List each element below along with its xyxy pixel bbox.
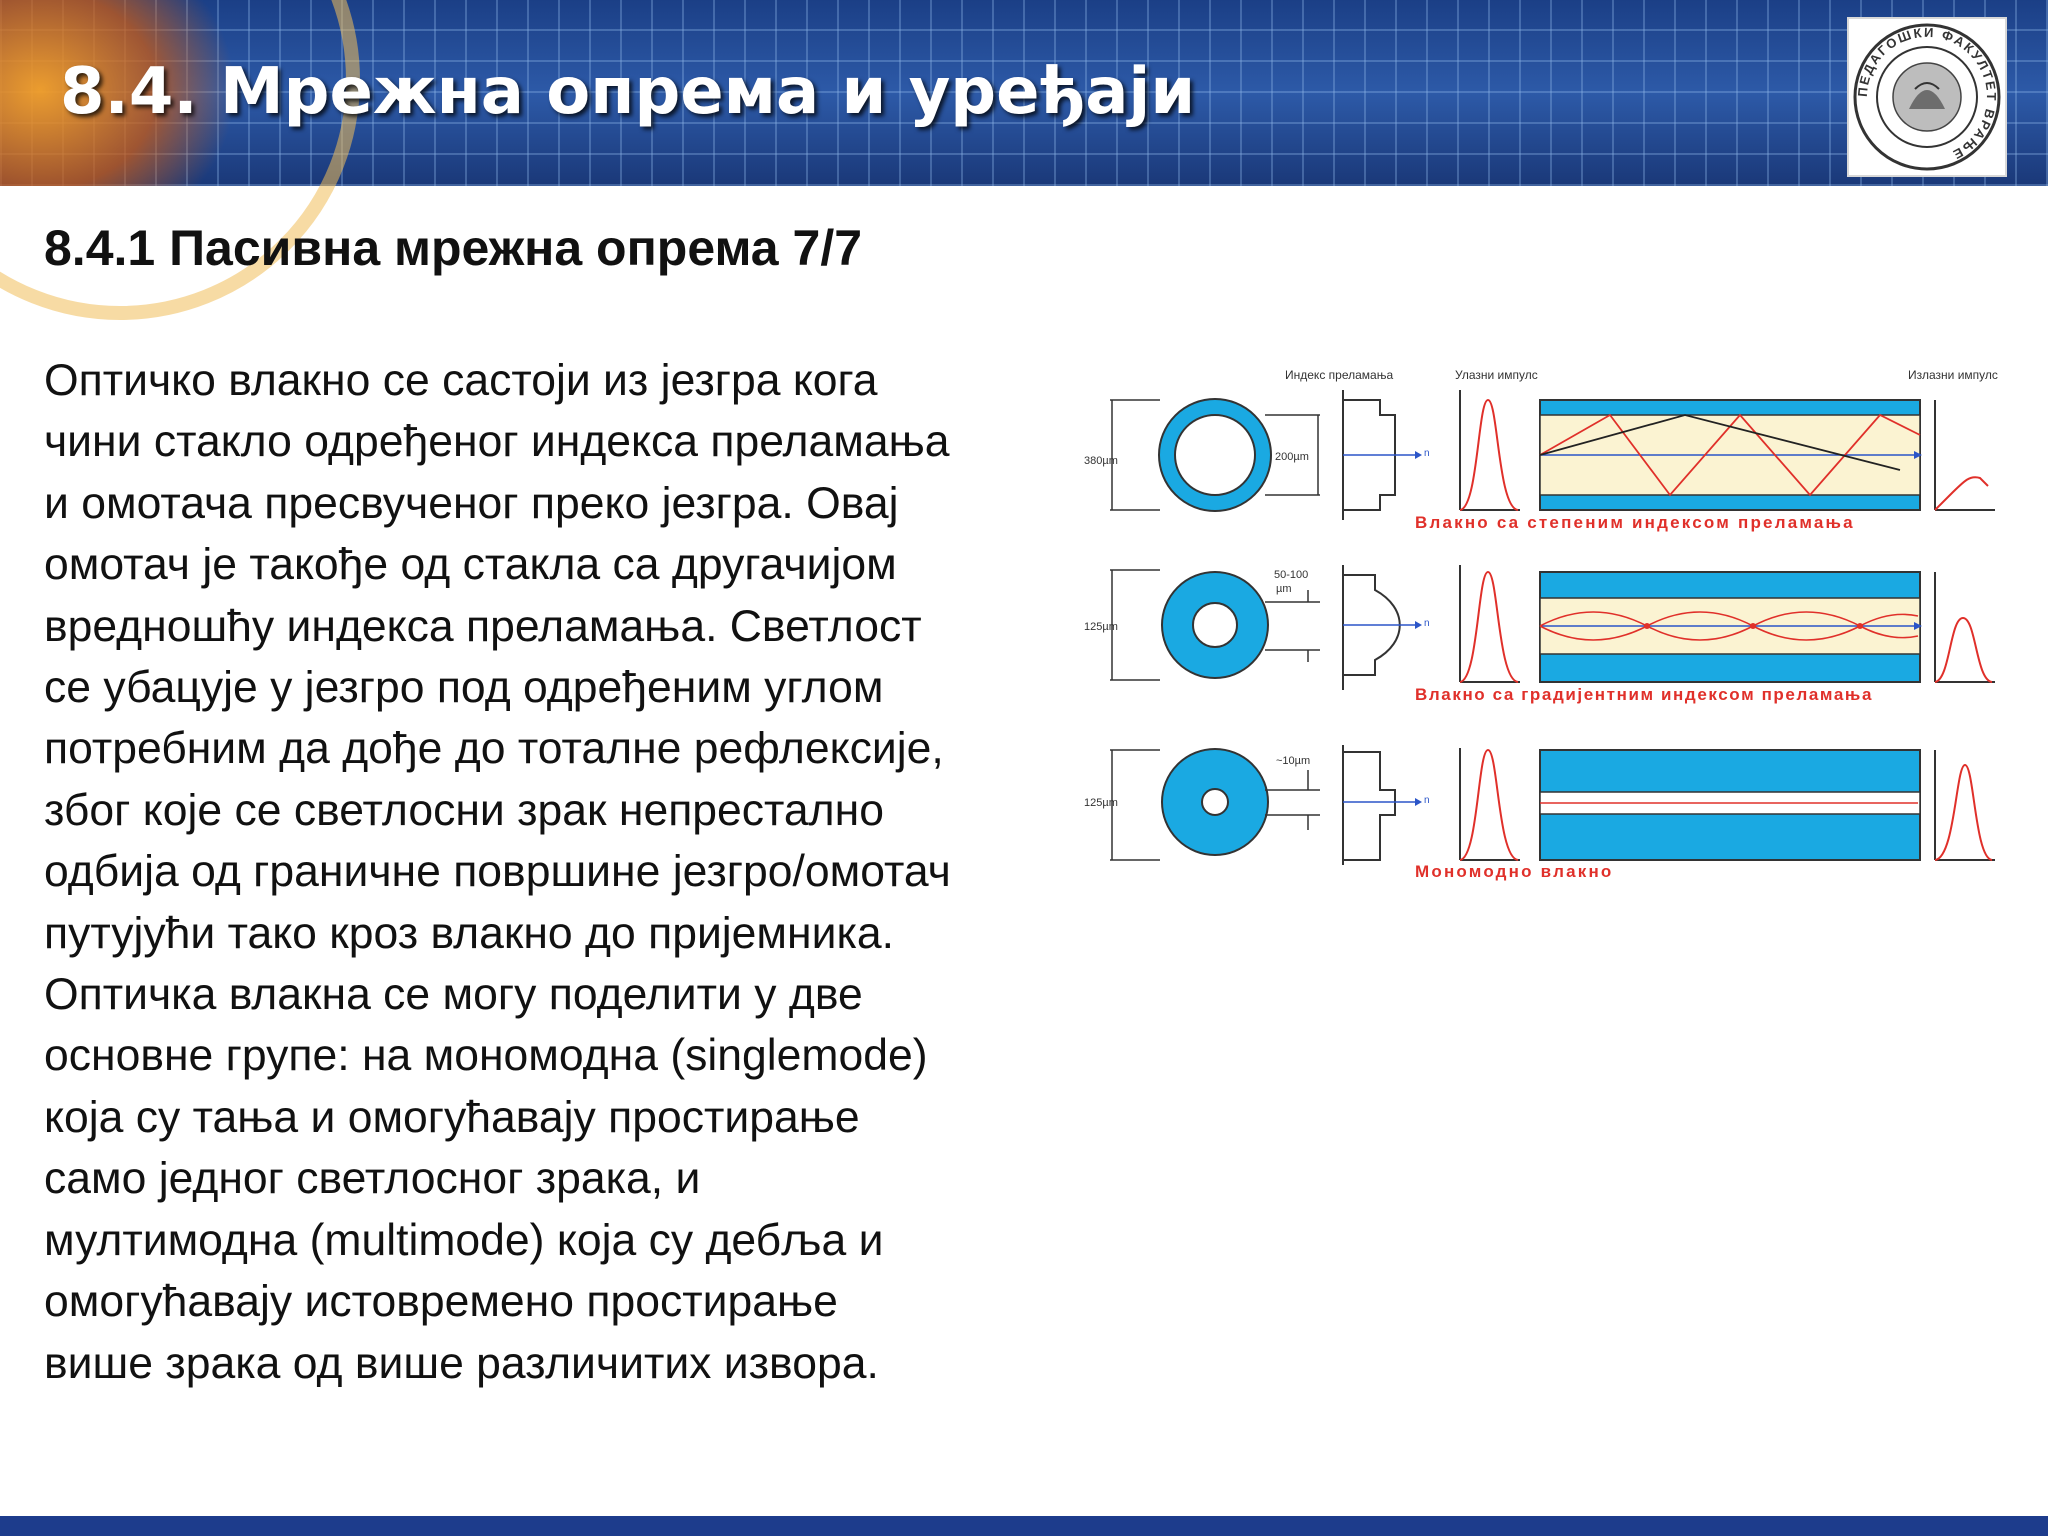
input-pulse-curve (1460, 750, 1518, 860)
body-line: која су тања и омогућавају простирање (44, 1092, 860, 1142)
body-line: више зрака од више различитих извора. (44, 1338, 879, 1388)
core-circle (1202, 789, 1228, 815)
input-pulse-curve (1460, 400, 1518, 510)
seal-graphic (1849, 19, 2005, 175)
body-line: Оптичко влакно се састоји из језгра кога (44, 356, 878, 405)
fiber-types-diagram (1084, 360, 2010, 890)
section-subtitle: 8.4.1 Пасивна мрежна опрема 7/7 (44, 220, 863, 276)
row-single-mode (1084, 745, 1995, 881)
row-graded-index (1084, 565, 1995, 704)
core-diameter-label: 200µm (1275, 451, 1309, 463)
body-line: мултимодна (multimode) која су дебља и (44, 1215, 884, 1265)
body-line: омотач је такође од стакла са другачијом (44, 540, 897, 590)
axis-n-label: n (1424, 448, 1430, 459)
output-pulse-curve (1935, 765, 1992, 860)
core-circle (1175, 415, 1255, 495)
caption-single-mode: Мономодно влакно (1415, 862, 1614, 881)
caption-step-index: Влакно са степеним индексом преламања (1415, 513, 1855, 532)
body-line: и омотача пресвученог преко језгра. Овај (44, 478, 899, 528)
body-line: чини стакло одређеног индекса преламања (44, 417, 950, 467)
outer-diameter-label: 125µm (1084, 621, 1118, 633)
faculty-seal-logo (1847, 17, 2007, 177)
body-line: се убацује у језгро под одређеним углом (44, 663, 884, 713)
header-banner (0, 0, 2048, 186)
body-line: вредношћу индекса преламања. Светлост (44, 601, 922, 651)
core-circle (1193, 603, 1237, 647)
outer-diameter-label: 380µm (1084, 455, 1118, 467)
body-line: Оптичка влакна се могу поделити у две (44, 970, 863, 1020)
output-pulse-curve (1935, 618, 1992, 682)
body-line: омогућавају истовремено простирање (44, 1277, 838, 1327)
row-step-index (1084, 390, 1995, 532)
caption-graded-index: Влакно са градијентним индексом преламања (1415, 685, 1873, 704)
body-line: одбија од граничне површине језгро/омотач (44, 847, 951, 897)
output-pulse-curve (1935, 477, 1988, 510)
core-diameter-label: ~10µm (1276, 755, 1311, 767)
outer-diameter-label: 125µm (1084, 797, 1118, 809)
body-line: путујући тако кроз влакно до пријемника. (44, 908, 895, 958)
header-output-pulse: Излазни импулс (1908, 368, 1998, 382)
header-refractive-index: Индекс преламања (1285, 368, 1394, 382)
axis-n-label: n (1424, 618, 1430, 629)
header-input-pulse: Улазни импулс (1455, 368, 1538, 382)
core-diameter-label: 50-100 (1274, 569, 1309, 581)
footer-bar (0, 1516, 2048, 1536)
body-line: због које се светлосни зрак непрестално (44, 785, 884, 835)
page-title: 8.4. Мрежна опрема и уређаји (60, 55, 1196, 129)
axis-n-label: n (1424, 795, 1430, 806)
body-line: основне групе: на мономодна (singlemode) (44, 1031, 928, 1081)
input-pulse-curve (1460, 572, 1518, 682)
fiber-diagram-svg (1084, 360, 2010, 890)
body-line: потребним да дође до тоталне рефлексије, (44, 724, 944, 774)
body-paragraph (44, 350, 1104, 1394)
core-diameter-unit: µm (1276, 583, 1292, 595)
seal-lettering: ПЕДАГОШКИ ФАКУЛТЕТ ВРАЊЕ (1854, 24, 2000, 163)
body-line: само једног светлосног зрака, и (44, 1154, 701, 1204)
